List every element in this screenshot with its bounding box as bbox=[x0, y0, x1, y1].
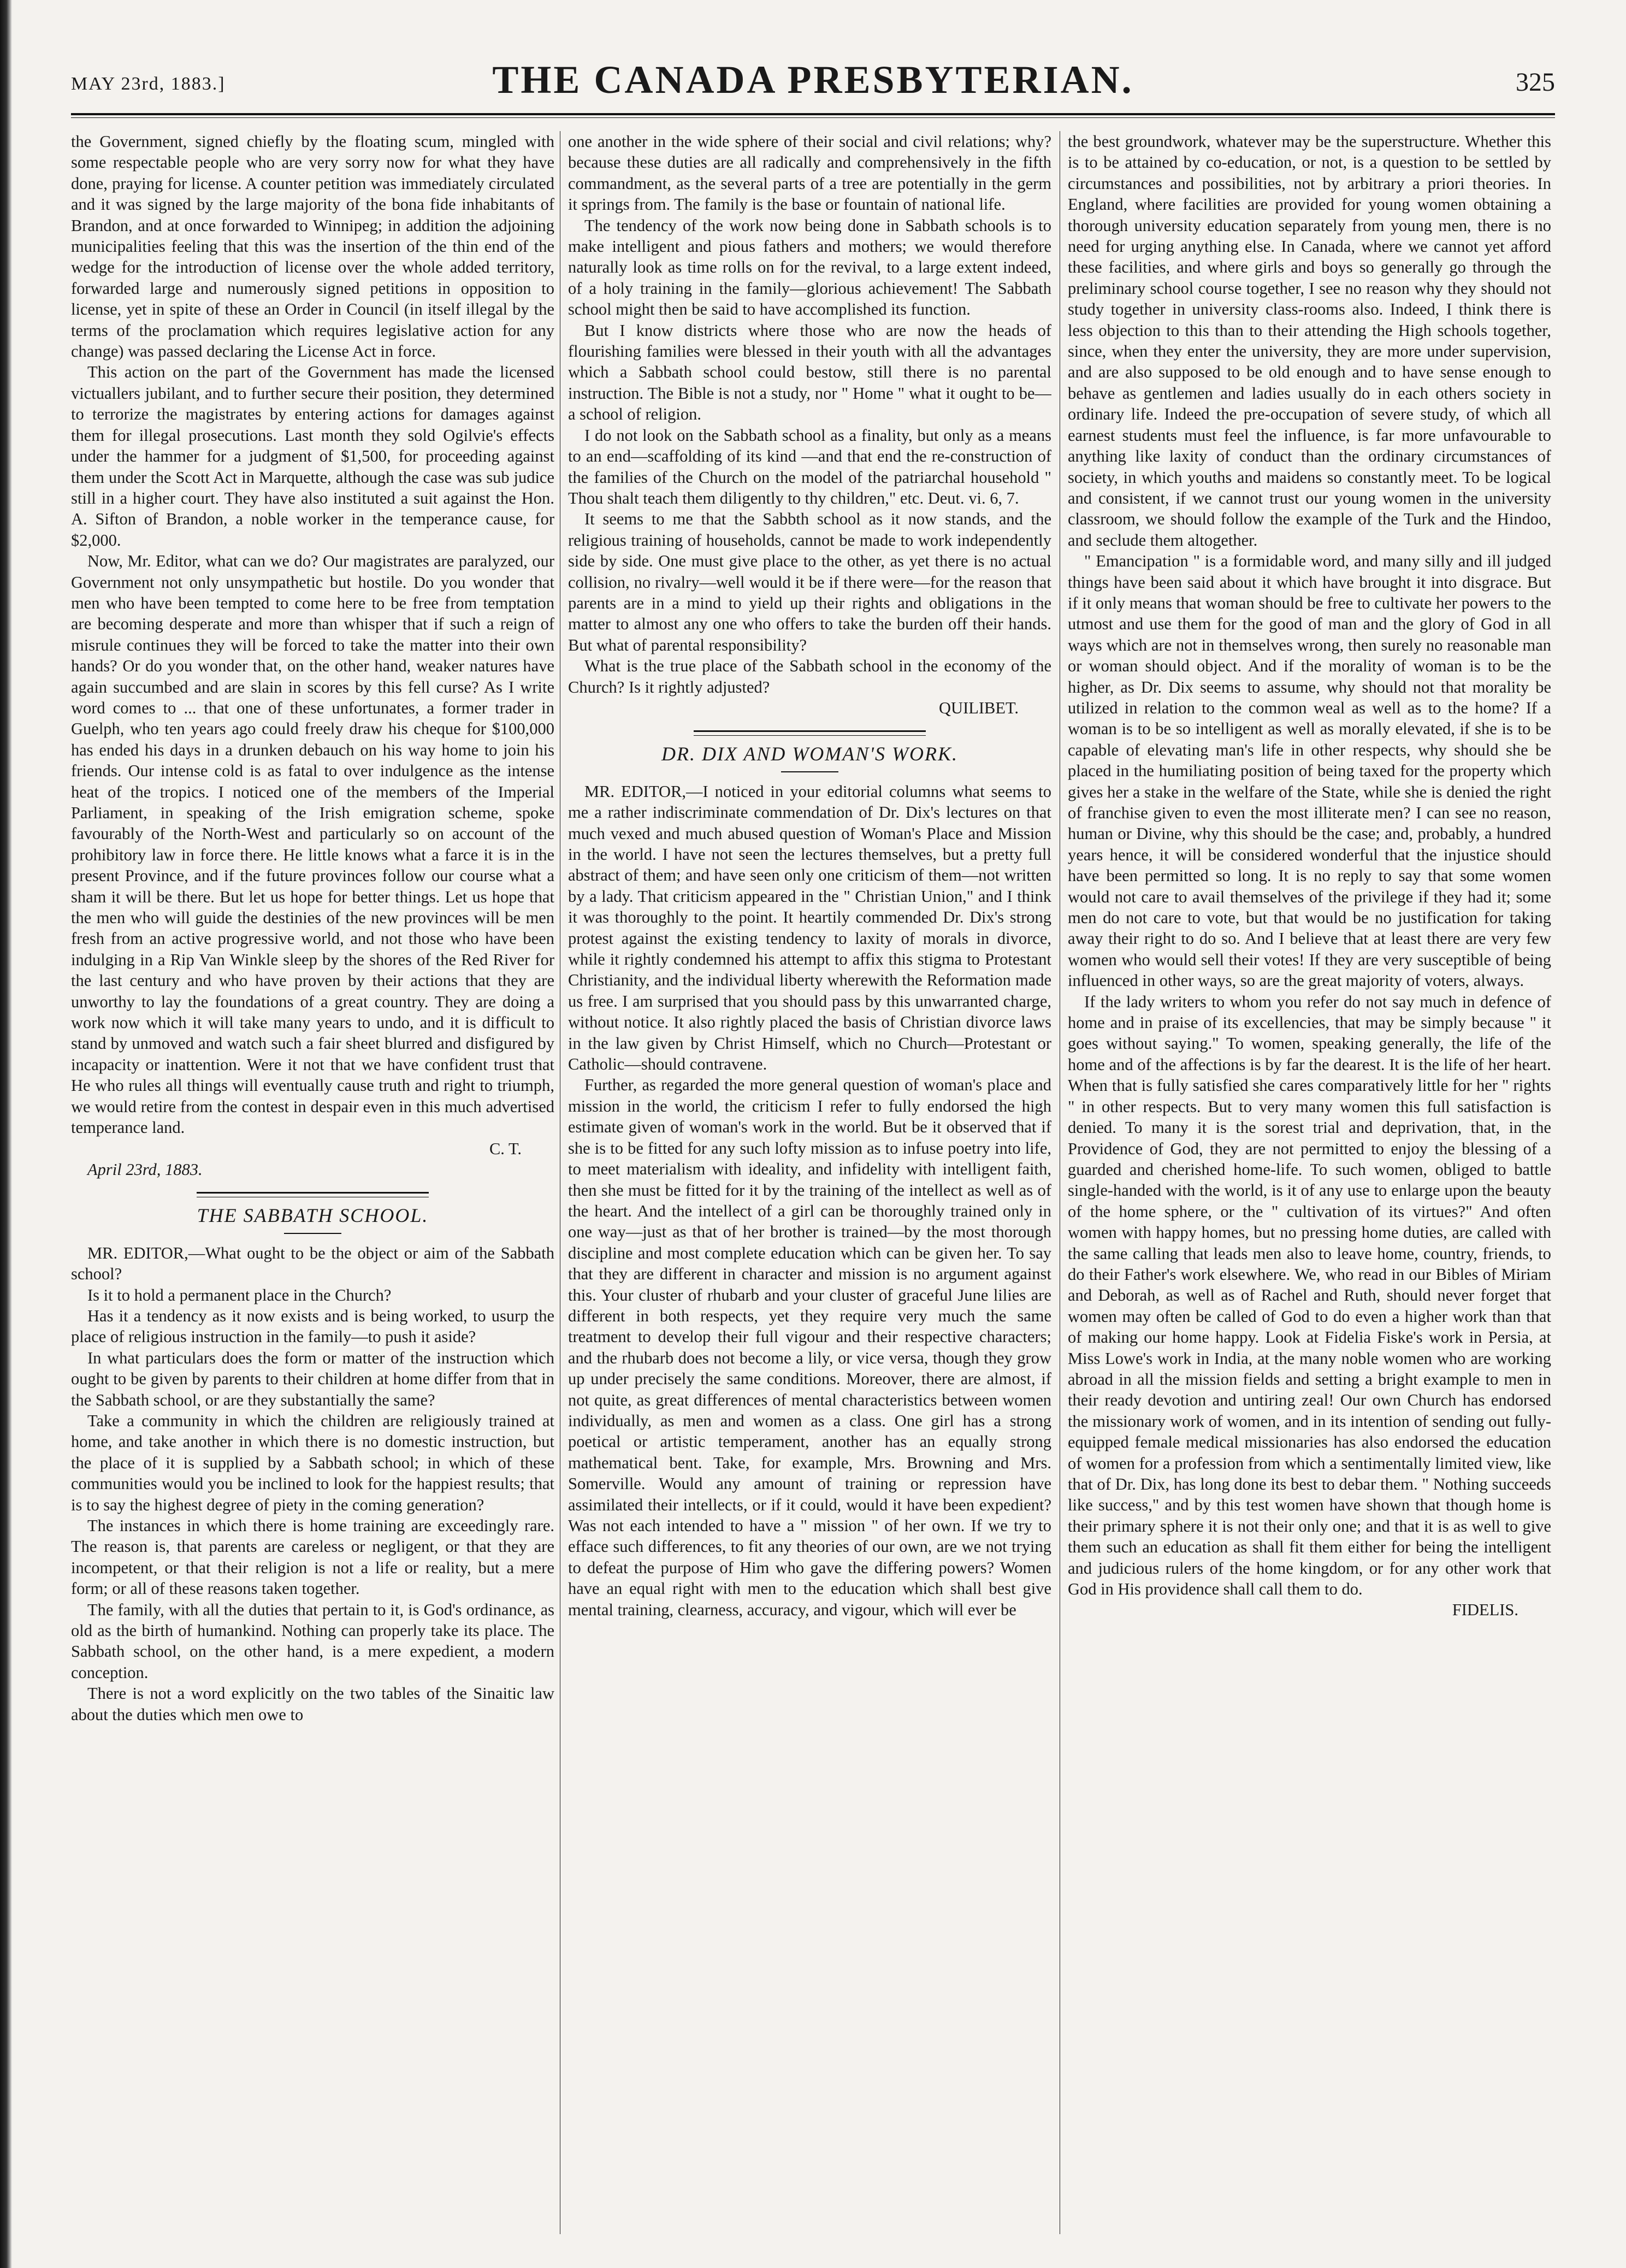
paragraph: But I know districts where those who are now the heads of flourishing families were blessed in their youth with all the advantages which a Sabbath school could bestow, still there is no parental instruction. The Bible is not a study, nor " Home " what it ought to be—a school of religion. bbox=[568, 321, 1051, 424]
paragraph: If the lady writers to whom you refer do not say much in defence of home and in praise of its excellencies, that may be simply because " it goes without saying." To women, speaking generally, the life of the home and of the affections is by far the dearest. It is the life of her heart. When that is fully satisfied she cares comparatively little for her " rights " in other respects. But to very many women this full satisfaction is denied. To many it is the sorest trial and deprivation, that, in the Providence of God, they are not permitted to enjoy the blessing of a guarded and cherished home-life. To such women, obliged to battle single-handed with the world, is it of any use to enlarge upon the beauty of the home sphere, or the " cultivation of its virtues?" And often women with happy homes, but no pressing home duties, are called with the same calling that leads men also to leave home, country, friends, to do their Father's work elsewhere. We, who read in our Bibles of Miriam and Deborah, as well as of Rachel and Ruth, should never forget that women may often be called of God to do even a higher work than that of making our home happy. Look at Fidelia Fiske's work in Persia, at Miss Lowe's work in India, at the many noble women who are working abroad in all the mission fields and setting a bright example to men in their ready devotion and untiring zeal! Our own Church has endorsed the missionary work of women, and in its intention of sending out fully-equipped female medical missionaries has also endorsed the education of women for a profession from which a sentimentally limited view, like that of Dr. Dix, has long done its best to debar them. " Nothing succeeds like success," and by this test women have shown that though home is their primary sphere it is not their only one; and that it is as well to give them such an education as shall fit them either for being the intelligent and judicious rulers of the home kingdom, or for any other work that God in His providence shall call them to do. bbox=[1068, 992, 1551, 1599]
paragraph: the best groundwork, whatever may be the superstructure. Whether this is to be attained by co-education, or not, is a question to be settled by circumstances and possibilities, not by arbitrary a priori theories. In England, where facilities are provided for young women obtaining a thorough university education separately from young men, there is no need for urging anything else. In Canada, where we cannot yet afford these facilities, and where girls and boys so generally go through the preliminary school course together, I see no reason why they should not study together in university class-rooms also. Indeed, I think there is less objection to this than to their attending the High schools together, since, when they enter the university, they are more under supervision, and are also supposed to be old enough and to have sense enough to behave as gentlemen and ladies usually do in each others society in ordinary life. Indeed the pre-occupation of severe study, of which all earnest students must feel the influence, is far more unfavourable to anything like laxity of conduct than the ordinary circumstances of society, in which youths and maidens so constantly meet. To be logical and consistent, if we cannot trust our young women in the university classroom, we should follow the example of the Turk and the Hindoo, and seclude them altogether. bbox=[1068, 132, 1551, 550]
letter-signature: C. T. bbox=[489, 1139, 522, 1158]
column-1 bbox=[71, 131, 554, 2234]
header-rule-thin bbox=[71, 117, 1555, 118]
paragraph: It seems to me that the Sabbth school as it now stands, and the religious training of households, cannot be made to work independently side by side. One must give place to the other, as yet there is no actual collision, no rivalry—well would it be if there were—for the reason that parents are in a mind to yield up their rights and obligations in the matter to almost any one who offers to take the burden off their hands. But what of parental responsibility? bbox=[568, 510, 1051, 654]
title-underline bbox=[781, 771, 838, 772]
page-edge-shadow bbox=[0, 0, 12, 2268]
paragraph: Further, as regarded the more general question of woman's place and mission in the world, the criticism I refer to fully endorsed the high estimate given of woman's work in the world. But be it observed that if she is to be fitted for any such lofty mission as to infuse poetry into life, to meet materialism with ideality, and infidelity with intelligent faith, then she must be fitted for it by the training of the intellect as well as of the heart. And the intellect of a girl can be thoroughly trained only in one way—just as that of her brother is trained—by the most thorough discipline and most complete education which can be given her. To say that they are different in character and mission is no argument against this. Your cluster of rhubarb and your cluster of graceful June lilies are different in both respects, yet they require very much the same treatment to develop their full vigour and their respective characters; and the rhubarb does not become a lily, or vice versa, though they grow up under precisely the same conditions. Moreover, there are almost, if not quite, as great differences of mental characteristics between women individually, as men and women as a class. One girl has a strong poetical or artistic temperament, another has an equally strong mathematical bent. Take, for example, Mrs. Browning and Mrs. Somerville. Would any amount of training or repression have assimilated their intellects, or if it could, would it have been expedient? Was not each intended to have a " mission " of her own. If we try to efface such differences, to fit any theories of our own, are we not trying to defeat the purpose of Him who gave the differing powers? Women have an equal right with men to the education which shall best give mental training, clearness, accuracy, and vigour, which will ever be bbox=[568, 1076, 1051, 1619]
paragraph: What is the true place of the Sabbath school in the economy of the Church? Is it rightly adjusted? bbox=[568, 657, 1051, 696]
publication-title: THE CANADA PRESBYTERIAN. bbox=[492, 58, 1134, 102]
paragraph: This action on the part of the Government has made the licensed victuallers jubilant, and to further secure their position, they determined to terrorize the magistrates by entering actions for damages against them for illegal prosecutions. Last month they sold Ogilvie's effects under the hammer for a judgment of $1,500, for proceeding against them under the Scott Act in Marquette, although the case was sub judice still in a higher court. They have also instituted a suit against the Hon. A. Sifton of Brandon, a noble worker in the temperance cause, for $2,000. bbox=[71, 363, 554, 550]
paragraph: In what particulars does the form or matter of the instruction which ought to be given by parents to their children at home differ from that in the Sabbath school, or are they substantially the same? bbox=[71, 1348, 554, 1409]
paragraph: one another in the wide sphere of their social and civil relations; why? because these duties are all radically and comprehensively in the fifth commandment, as the several parts of a tree are potentially in the germ it springs from. The family is the base or fountain of national life. bbox=[568, 132, 1051, 214]
letter-signature: QUILIBET. bbox=[939, 698, 1019, 717]
letter-date: April 23rd, 1883. bbox=[87, 1160, 203, 1179]
article-separator bbox=[694, 735, 926, 736]
letter-signature: FIDELIS. bbox=[1452, 1600, 1518, 1620]
paragraph: Is it to hold a permanent place in the Church? bbox=[87, 1285, 392, 1304]
paragraph: The instances in which there is home training are exceedingly rare. The reason is, that parents are careless or negligent, or that they are incompetent, or that their religion is not a life or reality, but a mere form; or all of these reasons taken together. bbox=[71, 1516, 554, 1598]
paragraph: the Government, signed chiefly by the floating scum, mingled with some respectable people who are very sorry now for what they have done, praying for license. A counter petition was immediately circulated and it was signed by the large majority of the bona fide inhabitants of Brandon, and at once forwarded to Winnipeg; in addition the adjoining municipalities feeling that this was the insertion of the thin end of the wedge for the introduction of license over the whole added territory, forwarded large and numerously signed petitions in opposition to license, yet in spite of these an Order in Council (in itself illegal by the terms of the proclamation which requires legislative action for any change) was passed declaring the License Act in force. bbox=[71, 132, 554, 361]
title-underline bbox=[284, 1233, 341, 1234]
article-title: DR. DIX AND WOMAN'S WORK. bbox=[661, 743, 958, 765]
column-3 bbox=[1068, 131, 1551, 2234]
paragraph: MR. EDITOR,—I noticed in your editorial columns what seems to me a rather indiscriminate commendation of Dr. Dix's lectures on that much vexed and much abused question of Woman's Place and Mission in the world. I have not seen the lectures themselves, but a pretty full abstract of them; and have seen only one criticism of them—not written by a lady. That criticism appeared in the " Christian Union," and I think it was thoroughly to the point. It heartily commended Dr. Dix's strong protest against the existing tendency to laxity of morals in divorce, while it rightly condemned his attempt to affix this stigma to Protestant Christianity, and the individual liberty wherewith the Reformation made us free. I am surprised that you should pass by this unwarranted charge, without notice. It also rightly placed the basis of Christian divorce laws in the law given by Christ Himself, which no Church—Protestant or Catholic—should contravene. bbox=[568, 782, 1051, 1074]
paragraph: The family, with all the duties that pertain to it, is God's ordinance, as old as the birth of humankind. Nothing can properly take its place. The Sabbath school, on the other hand, is a mere expedient, a modern conception. bbox=[71, 1600, 554, 1682]
paragraph: The tendency of the work now being done in Sabbath schools is to make intelligent and pious fathers and mothers; we would therefore naturally look as time rolls on for the revival, to a large extent indeed, of a holy training in the family—glorious achievement! The Sabbath school might then be said to have accomplished its function. bbox=[568, 216, 1051, 319]
article-title: THE SABBATH SCHOOL. bbox=[197, 1204, 429, 1227]
header-rule-thick bbox=[71, 113, 1555, 115]
paragraph: Take a community in which the children are religiously trained at home, and take another in which there is no domestic instruction, but the place of it is supplied by a Sabbath school; in which of these communities would you be inclined to look for the happiest results; that is to say the highest degree of piety in the coming generation? bbox=[71, 1411, 554, 1514]
paragraph: Now, Mr. Editor, what can we do? Our magistrates are paralyzed, our Government not only unsympathetic but hostile. Do you wonder that men who have been tempted to come here to be free from temptation are becoming desperate and more than whisper that if such a reign of misrule continues they will be forced to take the matter into their own hands? Or do you wonder that, on the other hand, weaker natures have again succumbed and are slain in scores by this fell curse? As I write word comes to ... that one of these unfortunates, a former trader in Guelph, who ten years ago could freely draw his cheque for $100,000 has ended his days in a drunken debauch on his way home to join his friends. Our intense cold is as fatal to over indulgence as the intense heat of the tropics. I noticed one of the members of the Imperial Parliament, in speaking of the Irish emigration scheme, spoke favourably of the North-West and particularly so on account of the prohibitory law in force there. He little knows what a farce it is in the present Province, and if the future provinces follow our course what a sham it will be there. But let us hope for better things. Let us hope that the men who will guide the destinies of the new provinces will be men fresh from an active progressive world, and not those who have been indulging in a Rip Van Winkle sleep by the shores of the Red River for the last century and who have proven by their actions that they are unworthy to lay the foundations of a great country. They are doing a work now which it will take many years to undo, and it is difficult to stand by unmoved and watch such a fair sheet blurred and disfigured by incapacity or inattention. Were it not that we have confident trust that He who rules all things will eventually cause truth and right to triumph, we would retire from the contest in despair even in this much advertised temperance land. bbox=[71, 552, 554, 1137]
article-separator bbox=[694, 730, 926, 732]
paragraph: Has it a tendency as it now exists and is being worked, to usurp the place of religious instruction in the family—to push it aside? bbox=[71, 1306, 554, 1346]
page-header bbox=[71, 52, 1555, 112]
paragraph: I do not look on the Sabbath school as a finality, but only as a means to an end—scaffolding of its kind —and that end the re-construction of the families of the Church on the model of the patriarchal household " Thou shalt teach them diligently to thy children," etc. Deut. vi. 6, 7. bbox=[568, 426, 1051, 507]
paragraph: There is not a word explicitly on the two tables of the Sinaitic law about the duties which men owe to bbox=[71, 1684, 554, 1724]
column-2 bbox=[568, 131, 1051, 2234]
page-number: 325 bbox=[1516, 68, 1555, 97]
paragraph: MR. EDITOR,—What ought to be the object or aim of the Sabbath school? bbox=[71, 1243, 554, 1284]
article-separator bbox=[197, 1192, 429, 1194]
paragraph: " Emancipation " is a formidable word, and many silly and ill judged things have been said about it which have brought it into disgrace. But if it only means that woman should be free to cultivate her powers to the utmost and use them for the good of man and the glory of God in all ways which are not in themselves wrong, then surely no reasonable man or woman should object. And if the morality of woman is to be the higher, as Dr. Dix seems to assume, why should not that morality be utilized in relation to the common weal as well as to the home? If a woman is to be so intelligent as well as morally elevated, if she is to be capable of elevating man's life in other respects, why should she be placed in the humiliating position of being taxed for the property which gives her a stake in the welfare of the State, while she is denied the right of franchise given to even the most illiterate men? I can see no reason, human or Divine, why this should be the case; and, probably, a hundred years hence, it will be considered wonderful that the injustice should have been permitted so long. It is no reply to say that some women would not care to avail themselves of the privilege if they had it; some men do not care to vote, but that would be no justification for taking away their right to do so. And I believe that at least there are very few women who would sell their votes! If they are very susceptible of being influenced in other ways, so are the great majority of voters, always. bbox=[1068, 552, 1551, 990]
issue-date: MAY 23rd, 1883.] bbox=[71, 74, 226, 94]
